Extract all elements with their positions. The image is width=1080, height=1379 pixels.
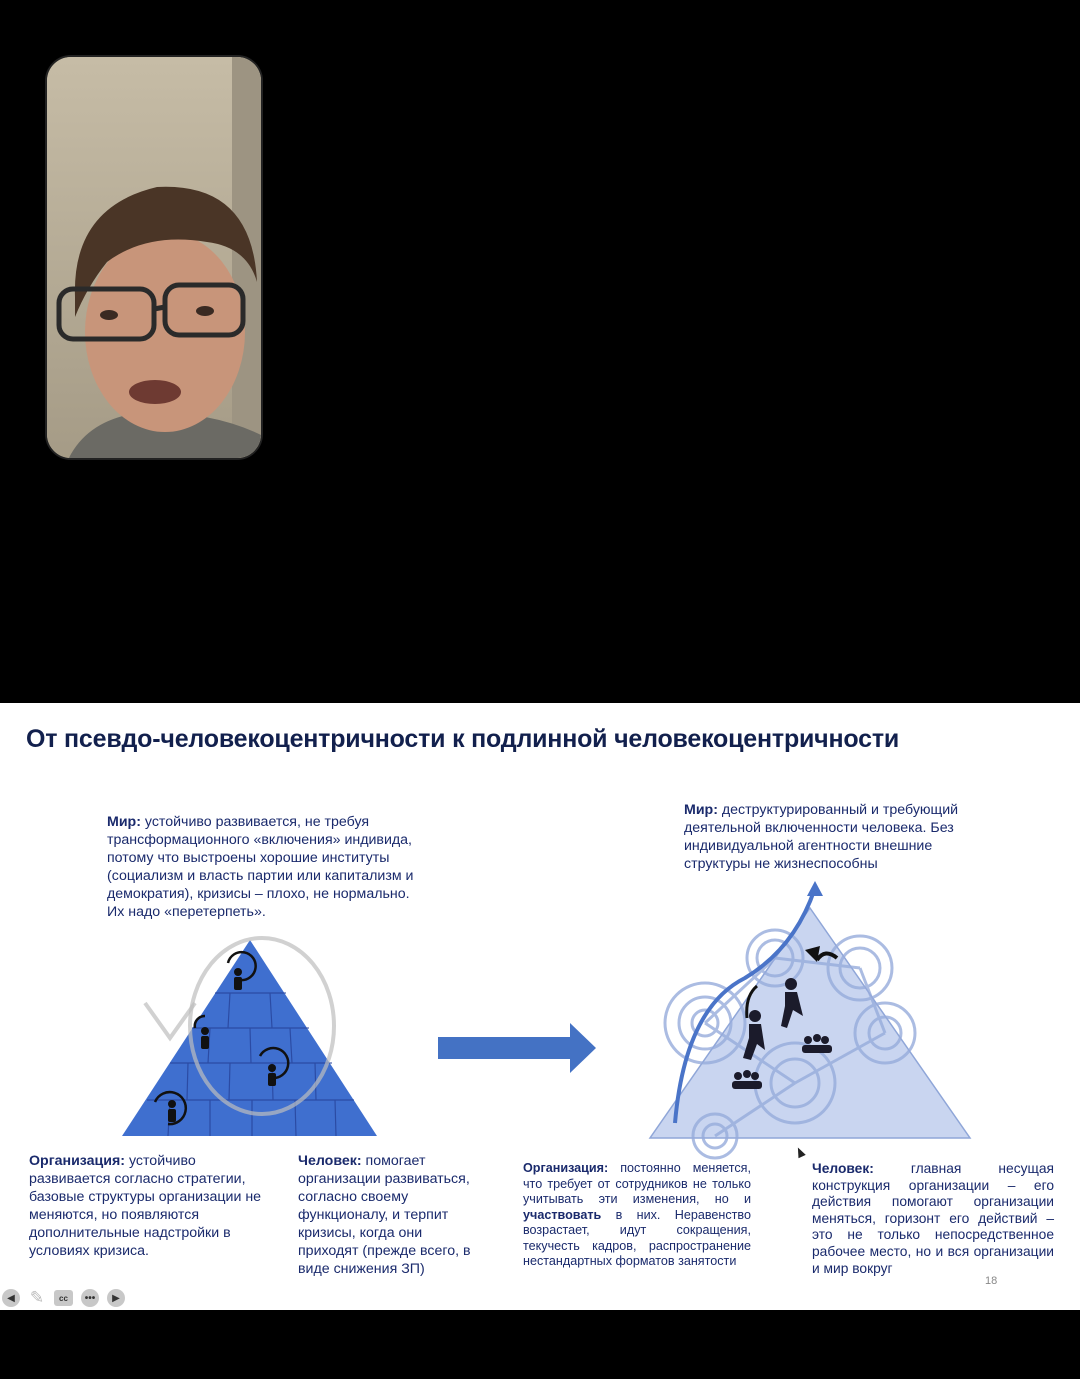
- right-organization-body-1: постоянно меняется, что требует от сотрудников не только учитывать эти изменения, но и: [523, 1161, 751, 1206]
- right-world-body: деструктурированный и требующий деятельной включенности человека. Без индивидуальной агентности внешние структуры не жизнеспособны: [684, 802, 959, 872]
- presentation-controls: [2, 1288, 125, 1308]
- left-person-text: [298, 1152, 483, 1278]
- pen-icon[interactable]: ✎: [29, 1288, 45, 1307]
- right-person-text: [812, 1161, 1054, 1277]
- right-organization-body-2: в них. Неравенство возрастает, идут сокращения, текучесть кадров, распространение нестандартных форматов занятости: [523, 1207, 751, 1268]
- right-world-text: [684, 801, 984, 873]
- participant-video-tile[interactable]: [45, 55, 263, 460]
- agency-pyramid-diagram: [645, 878, 975, 1163]
- left-person-body: помогает организации развиваться, согласно своему функционалу, и терпит кризисы, когда они приходят (прежде всего, в виде снижения ЗП): [298, 1153, 471, 1277]
- right-person-label: Человек:: [812, 1161, 874, 1176]
- right-organization-label: Организация:: [523, 1161, 609, 1175]
- slide-title: От псевдо-человекоцентричности к подлинной человекоцентричности: [26, 725, 900, 753]
- stable-pyramid-diagram: [110, 928, 395, 1143]
- participant-video: [47, 57, 263, 460]
- left-world-label: Мир:: [107, 814, 141, 830]
- captions-icon[interactable]: cc: [54, 1290, 73, 1306]
- presentation-slide: [0, 703, 1080, 1310]
- forward-icon[interactable]: ▶: [107, 1289, 125, 1307]
- left-person-label: Человек:: [298, 1153, 362, 1169]
- left-organization-body: устойчиво развивается согласно стратегии, базовые структуры организации не меняются, но появляются дополнительные надстройки в условиях кризиса.: [29, 1153, 262, 1259]
- right-person-body: главная несущая конструкция организации – его действия помогают организации меняться, горизонт его действий – это не только непосредственное рабочее место, но и вся организации и мир вокруг: [812, 1161, 1054, 1276]
- right-world-label: Мир:: [684, 802, 718, 818]
- right-organization-text: [523, 1161, 751, 1270]
- left-organization-label: Организация:: [29, 1153, 125, 1169]
- transition-arrow-icon: [436, 1021, 598, 1075]
- right-organization-emphasis: участвовать: [523, 1207, 602, 1222]
- more-icon[interactable]: •••: [81, 1289, 99, 1307]
- back-icon[interactable]: ◀: [2, 1289, 20, 1307]
- left-world-body: устойчиво развивается, не требуя трансформационного «включения» индивида, потому что выстроены хорошие институты (социализм и власть партии или капитализм и демократия), кризисы – плохо, не нормально. Их надо «перетерпеть».: [107, 814, 414, 920]
- left-world-text: [107, 813, 417, 921]
- left-organization-text: [29, 1152, 269, 1260]
- slide-page-number: 18: [985, 1275, 998, 1287]
